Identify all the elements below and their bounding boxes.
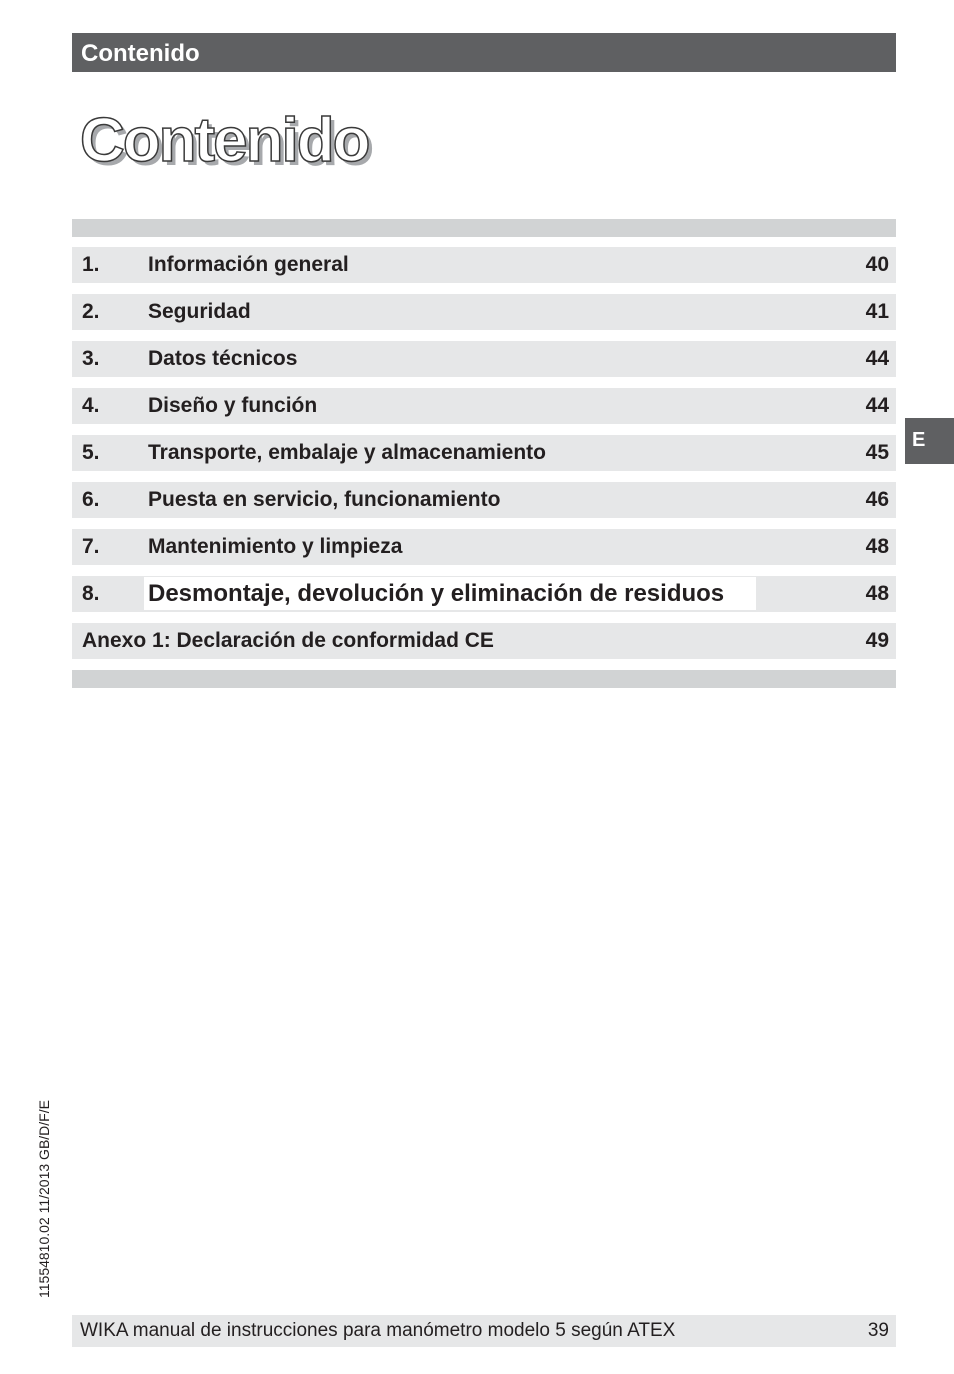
toc-page: 46 [865, 488, 889, 511]
toc-label[interactable]: Anexo 1: Declaración de conformidad CE [82, 629, 494, 652]
toc-number: 1. [82, 253, 100, 276]
toc-page: 44 [865, 347, 889, 370]
toc-number: 4. [82, 394, 100, 417]
header-bar [72, 33, 896, 72]
toc-page: 48 [865, 582, 889, 605]
toc-page: 41 [865, 300, 889, 323]
page-number: 39 [867, 1320, 889, 1341]
bottom-divider [72, 670, 896, 688]
document-code: 11554810.02 11/2013 GB/D/F/E [36, 1100, 52, 1298]
toc-number: 5. [82, 441, 100, 464]
language-tab-label: E [912, 429, 926, 451]
toc-number: 6. [82, 488, 100, 511]
toc-label[interactable]: Diseño y función [148, 394, 318, 417]
toc-page: 40 [865, 253, 889, 276]
toc-page: 48 [865, 535, 889, 558]
toc-entry-4[interactable] [72, 388, 896, 424]
top-divider [72, 219, 896, 237]
toc-label[interactable]: Desmontaje, devolución y eliminación de residuos [144, 577, 756, 610]
page-title: Contenido [80, 106, 369, 175]
language-tab[interactable] [905, 418, 954, 464]
toc-page: 49 [865, 629, 889, 652]
footer-text: WIKA manual de instrucciones para manómetro modelo 5 según ATEX [80, 1320, 676, 1341]
toc-label[interactable]: Mantenimiento y limpieza [148, 535, 403, 558]
toc-label[interactable]: Datos técnicos [148, 347, 298, 370]
table-of-contents [72, 247, 896, 670]
toc-page: 45 [865, 441, 889, 464]
toc-entry-1[interactable] [72, 247, 896, 283]
toc-label[interactable]: Seguridad [148, 300, 251, 323]
footer [72, 1315, 896, 1347]
toc-entry-5[interactable] [72, 435, 896, 471]
toc-entry-7[interactable] [72, 529, 896, 565]
header-title: Contenido [81, 40, 200, 67]
toc-entry-3[interactable] [72, 341, 896, 377]
toc-entry-6[interactable] [72, 482, 896, 518]
toc-entry-2[interactable] [72, 294, 896, 330]
toc-entry-annex-1[interactable] [72, 623, 896, 659]
toc-page: 44 [865, 394, 889, 417]
toc-label[interactable]: Información general [148, 253, 349, 276]
toc-number: 8. [82, 582, 100, 605]
toc-label[interactable]: Transporte, embalaje y almacenamiento [148, 441, 546, 464]
toc-number: 3. [82, 347, 100, 370]
toc-number: 2. [82, 300, 100, 323]
toc-number: 7. [82, 535, 100, 558]
toc-label[interactable]: Puesta en servicio, funcionamiento [148, 488, 501, 511]
toc-entry-8[interactable] [72, 576, 896, 612]
